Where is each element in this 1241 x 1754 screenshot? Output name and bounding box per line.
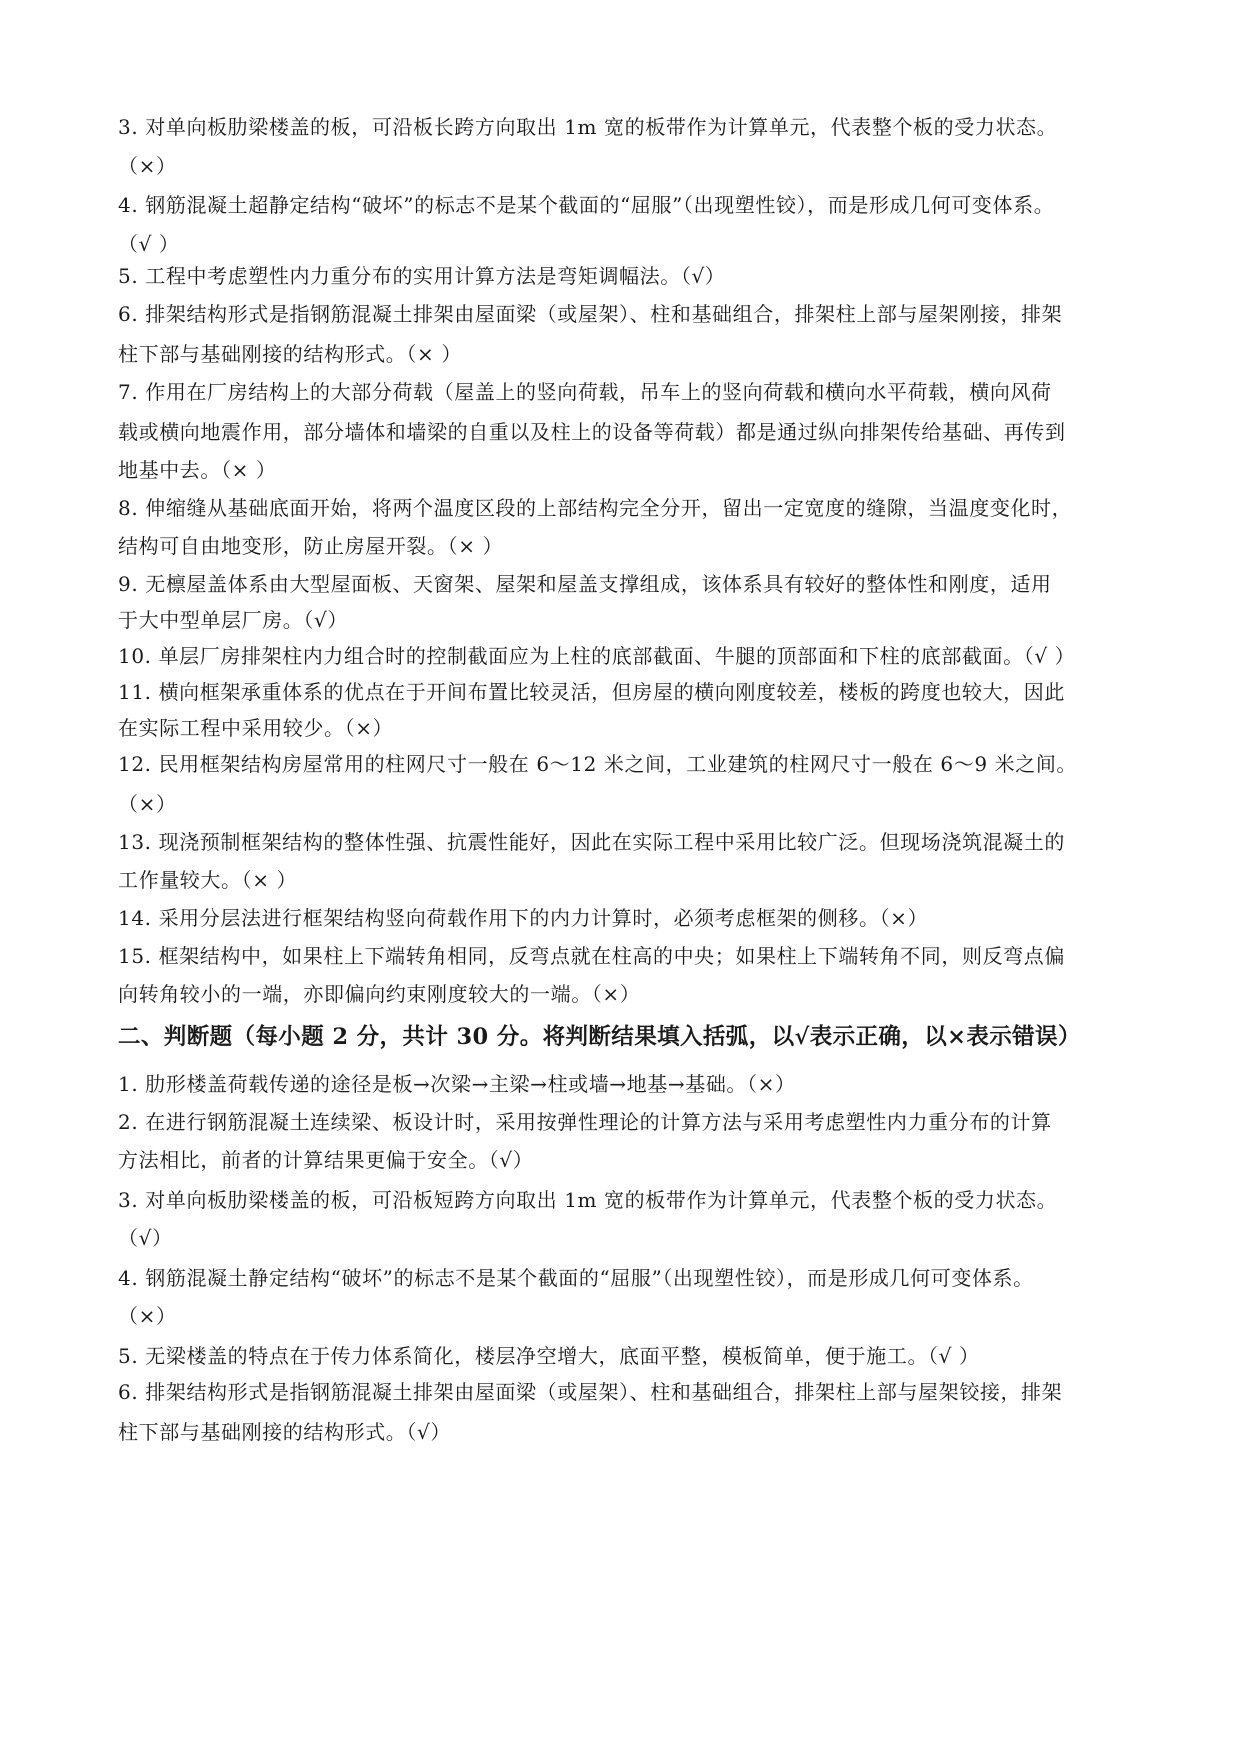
answer-line: 5. 无梁楼盖的特点在于传力体系简化，楼层净空增大，底面平整，模板简单，便于施工。（√ ）: [118, 1344, 980, 1368]
answer-line: 9. 无檩屋盖体系由大型屋面板、天窗架、屋架和屋盖支撑组成，该体系具有较好的整体性和刚度，适用: [118, 572, 1052, 596]
answer-line: 7. 作用在厂房结构上的大部分荷载（屋盖上的竖向荷载，吊车上的竖向荷载和横向水平荷载，横向风荷: [118, 380, 1052, 404]
answer-line: 柱下部与基础刚接的结构形式。（√）: [118, 1420, 451, 1444]
answer-line: 载或横向地震作用，部分墙体和墙梁的自重以及柱上的设备等荷载）都是通过纵向排架传给基础、再传到: [118, 420, 1066, 444]
answer-line: （×）: [118, 792, 177, 816]
answer-line: 12. 民用框架结构房屋常用的柱网尺寸一般在 6～12 米之间，工业建筑的柱网尺寸一般在 6～9 米之间。: [118, 752, 1078, 776]
answer-line: 10. 单层厂房排架柱内力组合时的控制截面应为上柱的底部截面、牛腿的顶部面和下柱的底部截面。（√ ）: [118, 644, 1076, 668]
answer-line: 柱下部与基础刚接的结构形式。（× ）: [118, 342, 462, 366]
answer-line: 8. 伸缩缝从基础底面开始，将两个温度区段的上部结构完全分开，留出一定宽度的缝隙，当温度变化时，: [118, 496, 1073, 520]
answer-line: 6. 排架结构形式是指钢筋混凝土排架由屋面梁（或屋架）、柱和基础组合，排架柱上部与屋架铰接，排架: [118, 1380, 1063, 1404]
answer-line: （×）: [118, 154, 177, 178]
answer-line: 地基中去。（× ）: [118, 458, 277, 482]
answer-line: 4. 钢筋混凝土静定结构“破坏”的标志不是某个截面的“屈服”（出现塑性铰），而是形成几何可变体系。: [118, 1266, 1034, 1290]
answer-line: （×）: [118, 1304, 177, 1328]
answer-line: 于大中型单层厂房。（√）: [118, 608, 348, 632]
answer-line: 2. 在进行钢筋混凝土连续梁、板设计时，采用按弹性理论的计算方法与采用考虑塑性内力重分布的计算: [118, 1110, 1052, 1134]
answer-line: 5. 工程中考虑塑性内力重分布的实用计算方法是弯矩调幅法。（√）: [118, 264, 726, 288]
answer-line: （√）: [118, 1226, 173, 1250]
answer-line: 向转角较小的一端，亦即偏向约束刚度较大的一端。（×）: [118, 982, 641, 1006]
answer-line: 3. 对单向板肋梁楼盖的板，可沿板短跨方向取出 1m 宽的板带作为计算单元，代表整个板的受力状态。: [118, 1188, 1058, 1212]
answer-line: 1. 肋形楼盖荷载传递的途径是板→次梁→主梁→柱或墙→地基→基础。（×）: [118, 1072, 796, 1096]
section-2-heading: 二、判断题（每小题 2 分，共计 30 分。将判断结果填入括弧，以√表示正确，以×表示错误）: [118, 1024, 1081, 1050]
answer-line: 14. 采用分层法进行框架结构竖向荷载作用下的内力计算时，必须考虑框架的侧移。（×）: [118, 906, 929, 930]
answer-line: 在实际工程中采用较少。（×）: [118, 716, 394, 740]
answer-line: 13. 现浇预制框架结构的整体性强、抗震性能好，因此在实际工程中采用比较广泛。但现场浇筑混凝土的: [118, 830, 1065, 854]
answer-line: 工作量较大。（× ）: [118, 868, 298, 892]
answer-line: 11. 横向框架承重体系的优点在于开间布置比较灵活，但房屋的横向刚度较差，楼板的跨度也较大，因此: [118, 680, 1065, 704]
answer-line: 4. 钢筋混凝土超静定结构“破坏”的标志不是某个截面的“屈服”（出现塑性铰），而是形成几何可变体系。: [118, 193, 1055, 217]
answer-line: 6. 排架结构形式是指钢筋混凝土排架由屋面梁（或屋架）、柱和基础组合，排架柱上部与屋架刚接，排架: [118, 302, 1063, 326]
answer-line: 方法相比，前者的计算结果更偏于安全。（√）: [118, 1148, 534, 1172]
answer-line: 结构可自由地变形，防止房屋开裂。（× ）: [118, 534, 504, 558]
answer-line: 3. 对单向板肋梁楼盖的板，可沿板长跨方向取出 1m 宽的板带作为计算单元，代表整个板的受力状态。: [118, 115, 1058, 139]
answer-line: （√ ）: [118, 232, 180, 256]
answer-line: 15. 框架结构中，如果柱上下端转角相同，反弯点就在柱高的中央；如果柱上下端转角不同，则反弯点偏: [118, 944, 1065, 968]
